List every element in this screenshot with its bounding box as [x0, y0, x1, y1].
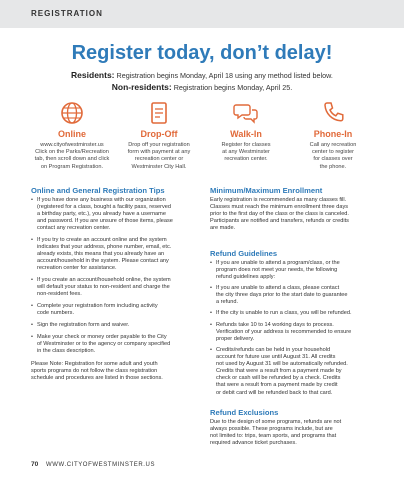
text-line: Classes must reach the minimum enrollment three days [210, 204, 349, 211]
bullet-line: • Refunds take 10 to 14 working days to process. [216, 322, 334, 328]
bullet-line: not used by August 31 will be automatically refunded. [216, 361, 348, 368]
refund-bullet [210, 347, 382, 397]
phone-icon [320, 100, 346, 126]
method-title: Drop-Off [140, 129, 178, 139]
tips-heading: Online and General Registration Tips [31, 186, 165, 195]
method-desc-line: tab, then scroll down and click [34, 156, 110, 163]
refund-exclusions-heading: Refund Exclusions [210, 408, 279, 417]
method-desc-line: Register for classes [221, 142, 271, 148]
text-line: Due to the design of some programs, refunds are not [210, 419, 342, 425]
method-title: Phone-In [313, 129, 353, 139]
method-desc-line: Call any recreation [309, 142, 357, 148]
bullet-line: (registered for a class, bought a facility pass, reserved [37, 204, 172, 211]
bullet-line: • Make your check or money order payable to the City [37, 334, 167, 340]
globe-icon [59, 100, 85, 126]
text-line: Participants are notified and transfers, refunds or credits [210, 218, 349, 225]
nonresidents-label: Non-residents: [111, 82, 172, 92]
bullet-line: proper delivery. [216, 336, 255, 343]
text-line: required advance ticket purchases. [210, 440, 297, 447]
registration-methods [30, 100, 375, 178]
bullet-line: refund guidelines apply: [216, 274, 276, 281]
bullet-line: the city three days prior to the start date to guarantee [216, 292, 348, 299]
refund-bullet [210, 322, 382, 343]
method-title: Online [57, 129, 86, 139]
bullet-line: check or cash will be refunded by a check. Credits [216, 375, 341, 382]
method-desc-line: center to register [312, 149, 354, 156]
text-line: are made. [210, 225, 236, 232]
bullet-line: account/household in the system. Please contact any [37, 258, 169, 265]
bullet-line: • If the city is unable to run a class, you will be refunded. [216, 310, 352, 316]
note-line: Please Note: Registration for some adult and youth [31, 361, 158, 367]
bullet-line: in the class description. [37, 348, 96, 355]
bullet-line: of Westminster or to the agency or company specified [37, 341, 171, 348]
method-desc-line[interactable]: www.cityofwestminster.us [40, 142, 104, 148]
method-desc [117, 142, 201, 171]
method-dropoff [117, 100, 201, 171]
bullet-line: • Credits/refunds can be held in your household [216, 347, 331, 353]
refund-bullet [210, 260, 382, 281]
bullet-line: Verification of your address is recommended to ensure [216, 329, 352, 336]
minmax-heading: Minimum/Maximum Enrollment [210, 186, 323, 195]
residents-label: Residents: [71, 70, 115, 80]
method-desc-line: Click on the Parks/Recreation [35, 149, 109, 156]
bullet-line: • If you create an account/household online, the system [37, 277, 171, 283]
residents-line [0, 70, 404, 80]
bullet-line: • If you try to create an account online and the system [37, 237, 167, 243]
refund-bullet [210, 285, 382, 306]
bullet-line: account for future use until August 31. All credits [216, 354, 336, 361]
refund-guidelines-heading: Refund Guidelines [210, 249, 278, 258]
bullet-line: • If you have done any business with our organization [37, 197, 166, 203]
method-phonein [291, 100, 375, 171]
section-label: REGISTRATION [31, 9, 103, 18]
bullet-line: contact any recreation center. [37, 225, 111, 232]
bullet-line: recreation center for assistance. [37, 265, 117, 272]
method-desc-line: form with payment at any [127, 149, 191, 156]
bullet-line: that were a result from a payment made by credit [216, 382, 338, 389]
tips-bullet [31, 334, 201, 355]
text-line: Early registration is recommended as many classes fill. [210, 197, 347, 203]
bullet-line: • Sign the registration form and waiver. [37, 322, 130, 328]
chat-bubbles-icon [233, 100, 259, 126]
method-desc [204, 142, 288, 164]
tips-note [31, 361, 201, 382]
tips-bullet [31, 277, 201, 298]
bullet-line: code numbers. [37, 310, 75, 317]
text-line: always possible. These programs include, but are [210, 426, 333, 433]
method-desc-line: Drop off your registration [128, 142, 190, 148]
method-desc [30, 142, 114, 171]
bullet-line: or debit card will be refunded back to that card. [216, 389, 333, 396]
method-title: Walk-In [230, 129, 262, 139]
bullet-line: a refund. [216, 299, 239, 306]
footer-url[interactable]: WWW.CITYOFWESTMINSTER.US [46, 462, 156, 468]
refund-exclusions-text [210, 419, 382, 447]
method-desc-line: at any Westminster [222, 149, 270, 156]
minmax-text [210, 197, 382, 232]
bullet-line: non-resident fees. [37, 291, 82, 298]
text-line: prior to the first day of the class or the class is canceled. [210, 211, 349, 218]
method-desc-line: recreation center. [224, 156, 268, 163]
tips-bullet [31, 197, 201, 232]
residents-text: Registration begins Monday, April 18 using any method listed below. [116, 71, 333, 80]
bullet-line: and password. If you are unsure of those items, please [37, 218, 173, 225]
page-number: 70 [31, 461, 39, 468]
method-online [30, 100, 114, 171]
bullet-line: already exists, this means that you already have an [37, 251, 165, 258]
text-line: not limited to: trips, team sports, and programs that [210, 433, 337, 440]
bullet-line: Credits that were a result from a payment made by [216, 368, 342, 375]
method-desc-line: on Program Registration. [40, 163, 104, 170]
bullet-line: indicates that your address, phone number, email, etc. [37, 244, 172, 251]
bullet-line: will default your status to non-resident and charge the [37, 284, 170, 291]
nonresidents-line [0, 82, 404, 92]
footer [31, 461, 155, 468]
bullet-line: • Complete your registration form including activity [37, 303, 158, 309]
note-line: sports programs do not follow the class registration [31, 368, 158, 375]
nonresidents-text: Registration begins Monday, April 25. [173, 83, 293, 92]
method-desc-line: for classes over [313, 156, 353, 163]
page-title: Register today, don’t delay! [71, 42, 333, 64]
refund-bullet [210, 310, 382, 317]
bullet-line: • If you are unable to attend a program/class, or the [216, 260, 340, 266]
form-icon [146, 100, 172, 126]
method-desc-line: recreation center or [134, 156, 184, 163]
tips-bullet [31, 237, 201, 272]
bullet-line: • If you are unable to attend a class, please contact [216, 285, 340, 291]
bullet-line: program does not meet your needs, the following [216, 267, 338, 274]
method-desc-line: Westminster City Hall. [131, 163, 187, 170]
tips-bullet [31, 303, 201, 317]
method-desc-line: the phone. [319, 163, 347, 170]
bullet-line: a birthday party, etc.), you already have a username [37, 211, 166, 218]
note-line: schedule and procedures are listed in those sections. [31, 375, 163, 382]
method-desc [291, 142, 375, 171]
method-walkin [204, 100, 288, 164]
tips-bullet [31, 322, 201, 329]
